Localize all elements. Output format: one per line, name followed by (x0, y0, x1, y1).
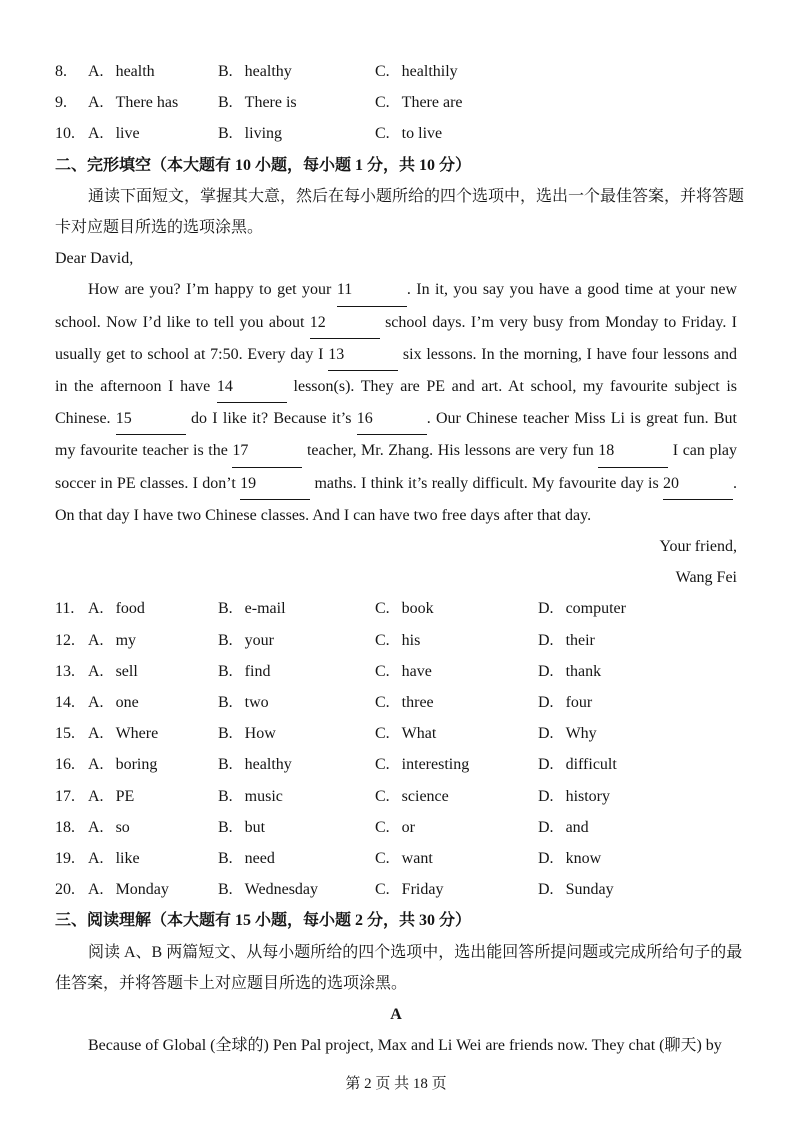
option-label: B. (218, 694, 233, 712)
option-D (538, 781, 737, 812)
option-B (218, 781, 375, 812)
option-label: A. (88, 881, 104, 899)
option-text: Sunday (565, 881, 614, 899)
option-A (88, 843, 218, 874)
option-label: B. (218, 94, 233, 112)
question-row-14 (55, 687, 737, 718)
question-row-13 (55, 656, 737, 687)
option-label: B. (218, 787, 233, 805)
option-C (375, 593, 538, 624)
question-number: 18. (55, 818, 75, 836)
question-row-17 (55, 781, 737, 812)
option-A (88, 56, 218, 87)
option-text: food (115, 600, 145, 618)
option-text: to live (401, 125, 443, 143)
letter-body (55, 274, 737, 531)
questions-8-10 (55, 56, 737, 150)
option-label: C. (375, 600, 390, 618)
option-D (538, 812, 737, 843)
option-label: C. (375, 881, 390, 899)
letter-signature: Wang Fei (675, 569, 737, 587)
option-D (538, 874, 737, 905)
option-label: D. (538, 600, 554, 618)
option-label: D. (538, 662, 554, 680)
question-row-16 (55, 749, 737, 780)
question-number: 20. (55, 881, 75, 899)
page-footer: 第 2 页 共 18 页 (345, 1075, 447, 1092)
letter-salutation: Dear David, (55, 250, 134, 268)
option-label: C. (375, 725, 390, 743)
option-B (218, 56, 375, 87)
option-D (538, 625, 737, 656)
option-label: A. (88, 631, 104, 649)
option-text: difficult (565, 756, 617, 774)
letter-line: How are you? I’m happy to get your 11 . In it, you say you have a good time at your new (55, 274, 737, 306)
reading-section-heading: 三、阅读理解（本大题有 15 小题，每小题 2 分，共 30 分） (55, 912, 472, 930)
question-number: 12. (55, 631, 75, 649)
option-D (538, 843, 737, 874)
option-text: or (401, 818, 415, 836)
option-label: B. (218, 725, 233, 743)
option-B (218, 687, 375, 718)
option-label: D. (538, 756, 554, 774)
question-number: 10. (55, 125, 75, 143)
option-label: C. (375, 787, 390, 805)
option-D (538, 749, 737, 780)
option-text: his (401, 631, 421, 649)
passage-first-line: Because of Global (全球的) Pen Pal project, Max and Li Wei are friends now. They chat (聊天) by (88, 1037, 722, 1055)
option-label: C. (375, 125, 390, 143)
option-text: science (401, 787, 449, 805)
option-label: C. (375, 694, 390, 712)
option-D (538, 687, 737, 718)
option-label: C. (375, 63, 390, 80)
option-label: D. (538, 881, 554, 899)
option-label: D. (538, 818, 554, 836)
option-label: A. (88, 662, 104, 680)
option-text: thank (565, 662, 602, 680)
option-C (375, 625, 538, 656)
option-C (375, 781, 538, 812)
option-A (88, 718, 218, 749)
option-text: but (244, 818, 266, 836)
option-text: health (115, 63, 155, 80)
option-label: A. (88, 725, 104, 743)
letter-closing: Your friend, (659, 538, 737, 556)
question-number: 9. (55, 94, 67, 112)
option-A (88, 87, 218, 118)
option-B (218, 812, 375, 843)
option-text: There is (244, 94, 297, 112)
option-text: There are (401, 94, 463, 112)
reading-instruction-line-2: 佳答案，并将答题卡上对应题目所选的选项涂黑。 (55, 974, 408, 992)
option-text: your (244, 631, 274, 649)
option-text: two (244, 694, 269, 712)
reading-instruction-line-1: 阅读 A、B 两篇短文、从每小题所给的四个选项中，选出能回答所提问题或完成所给句子的最 (88, 943, 743, 961)
option-text: want (401, 850, 433, 868)
option-text: living (244, 125, 283, 143)
option-label: A. (88, 94, 104, 112)
option-text: healthy (244, 63, 292, 80)
option-text: There has (115, 94, 179, 112)
option-text: Monday (115, 881, 169, 899)
option-text: What (401, 725, 437, 743)
option-text: three (401, 694, 434, 712)
option-B (218, 749, 375, 780)
cloze-instruction-line-1: 通读下面短文，掌握其大意，然后在每小题所给的四个选项中，选出一个最佳答案，并将答题 (88, 187, 745, 205)
option-C (375, 843, 538, 874)
option-label: B. (218, 756, 233, 774)
option-text: computer (565, 600, 626, 618)
option-text: history (565, 787, 611, 805)
option-text: book (401, 600, 434, 618)
option-label: A. (88, 756, 104, 774)
option-label: C. (375, 94, 390, 112)
blank-15: 15 (116, 403, 186, 435)
cloze-instruction-line-2: 卡对应题目所选的选项涂黑。 (55, 219, 264, 237)
option-label: A. (88, 694, 104, 712)
option-label: A. (88, 818, 104, 836)
option-label: A. (88, 63, 104, 80)
option-text: have (401, 662, 432, 680)
option-C (375, 687, 538, 718)
option-D (538, 656, 737, 687)
option-B (218, 118, 375, 149)
letter-line: soccer in PE classes. I don’t 19 maths. I think it’s really difficult. My favourite day is 20 . (55, 468, 737, 500)
option-text: four (565, 694, 593, 712)
question-row-18 (55, 812, 737, 843)
option-C (375, 812, 538, 843)
letter-line: in the afternoon I have 14 lesson(s). They are PE and art. At school, my favourite subject is (55, 371, 737, 403)
passage-label: A (390, 1006, 402, 1024)
blank-20: 20 (663, 468, 733, 500)
option-text: need (244, 850, 275, 868)
option-text: healthily (401, 63, 458, 80)
option-text: How (244, 725, 276, 743)
question-number: 14. (55, 694, 75, 712)
option-A (88, 118, 218, 149)
option-A (88, 749, 218, 780)
option-B (218, 874, 375, 905)
option-label: D. (538, 725, 554, 743)
option-label: B. (218, 125, 233, 143)
question-number: 15. (55, 725, 75, 743)
option-A (88, 781, 218, 812)
option-text: interesting (401, 756, 470, 774)
question-row-9 (55, 87, 737, 118)
option-A (88, 593, 218, 624)
blank-17: 17 (232, 435, 302, 467)
option-text: Friday (401, 881, 444, 899)
question-number: 13. (55, 662, 75, 680)
option-text: my (115, 631, 137, 649)
question-row-8 (55, 56, 737, 87)
letter-line: Chinese. 15 do I like it? Because it’s 16 . Our Chinese teacher Miss Li is great fun. But (55, 403, 737, 435)
option-B (218, 718, 375, 749)
option-text: PE (115, 787, 135, 805)
option-D (538, 593, 737, 624)
question-row-20 (55, 874, 737, 905)
questions-11-20 (55, 593, 737, 905)
question-number: 17. (55, 787, 75, 805)
option-text: healthy (244, 756, 292, 774)
option-B (218, 625, 375, 656)
option-label: B. (218, 881, 233, 899)
blank-16: 16 (357, 403, 427, 435)
question-number: 16. (55, 756, 75, 774)
option-label: C. (375, 631, 390, 649)
option-text: like (115, 850, 140, 868)
option-label: B. (218, 631, 233, 649)
option-label: A. (88, 850, 104, 868)
option-text: music (244, 787, 283, 805)
option-label: C. (375, 756, 390, 774)
option-text: Why (565, 725, 597, 743)
option-label: D. (538, 631, 554, 649)
option-text: one (115, 694, 139, 712)
option-C (375, 56, 538, 87)
option-text: live (115, 125, 140, 143)
option-A (88, 874, 218, 905)
option-C (375, 874, 538, 905)
option-text: boring (115, 756, 158, 774)
question-number: 8. (55, 63, 67, 80)
letter-line: my favourite teacher is the 17 teacher, Mr. Zhang. His lessons are very fun 18 I can play (55, 435, 737, 467)
cloze-section-heading: 二、完形填空（本大题有 10 小题，每小题 1 分，共 10 分） (55, 156, 472, 174)
option-A (88, 687, 218, 718)
option-C (375, 749, 538, 780)
option-C (375, 87, 538, 118)
option-text: their (565, 631, 595, 649)
option-C (375, 656, 538, 687)
option-label: B. (218, 850, 233, 868)
question-row-19 (55, 843, 737, 874)
option-text: sell (115, 662, 138, 680)
letter-line: On that day I have two Chinese classes. And I can have two free days after that day. (55, 506, 592, 524)
option-text: find (244, 662, 271, 680)
option-label: C. (375, 662, 390, 680)
option-C (375, 718, 538, 749)
option-B (218, 843, 375, 874)
letter-line: school. Now I’d like to tell you about 12 school days. I’m very busy from Monday to Friday. I (55, 307, 737, 339)
question-row-10 (55, 118, 737, 149)
question-number: 19. (55, 850, 75, 868)
option-A (88, 625, 218, 656)
option-text: Where (115, 725, 159, 743)
blank-19: 19 (240, 468, 310, 500)
option-text: e-mail (244, 600, 286, 618)
option-text: so (115, 818, 130, 836)
question-number: 11. (55, 600, 75, 618)
option-label: B. (218, 600, 233, 618)
option-label: A. (88, 787, 104, 805)
option-label: B. (218, 63, 233, 80)
question-row-11 (55, 593, 737, 624)
blank-11: 11 (337, 274, 407, 306)
question-row-15 (55, 718, 737, 749)
option-text: know (565, 850, 602, 868)
option-label: B. (218, 662, 233, 680)
option-text: Wednesday (244, 881, 319, 899)
option-label: A. (88, 125, 104, 143)
letter-line: usually get to school at 7:50. Every day I 13 six lessons. In the morning, I have four lessons and (55, 339, 737, 371)
blank-18: 18 (598, 435, 668, 467)
blank-12: 12 (310, 307, 380, 339)
option-A (88, 812, 218, 843)
option-label: D. (538, 787, 554, 805)
option-label: C. (375, 818, 390, 836)
option-A (88, 656, 218, 687)
option-C (375, 118, 538, 149)
option-label: A. (88, 600, 104, 618)
option-D (538, 718, 737, 749)
option-B (218, 87, 375, 118)
option-text: and (565, 818, 589, 836)
option-label: D. (538, 850, 554, 868)
blank-14: 14 (217, 371, 287, 403)
option-label: C. (375, 850, 390, 868)
option-B (218, 656, 375, 687)
blank-13: 13 (328, 339, 398, 371)
question-row-12 (55, 625, 737, 656)
option-label: B. (218, 818, 233, 836)
option-B (218, 593, 375, 624)
option-label: D. (538, 694, 554, 712)
